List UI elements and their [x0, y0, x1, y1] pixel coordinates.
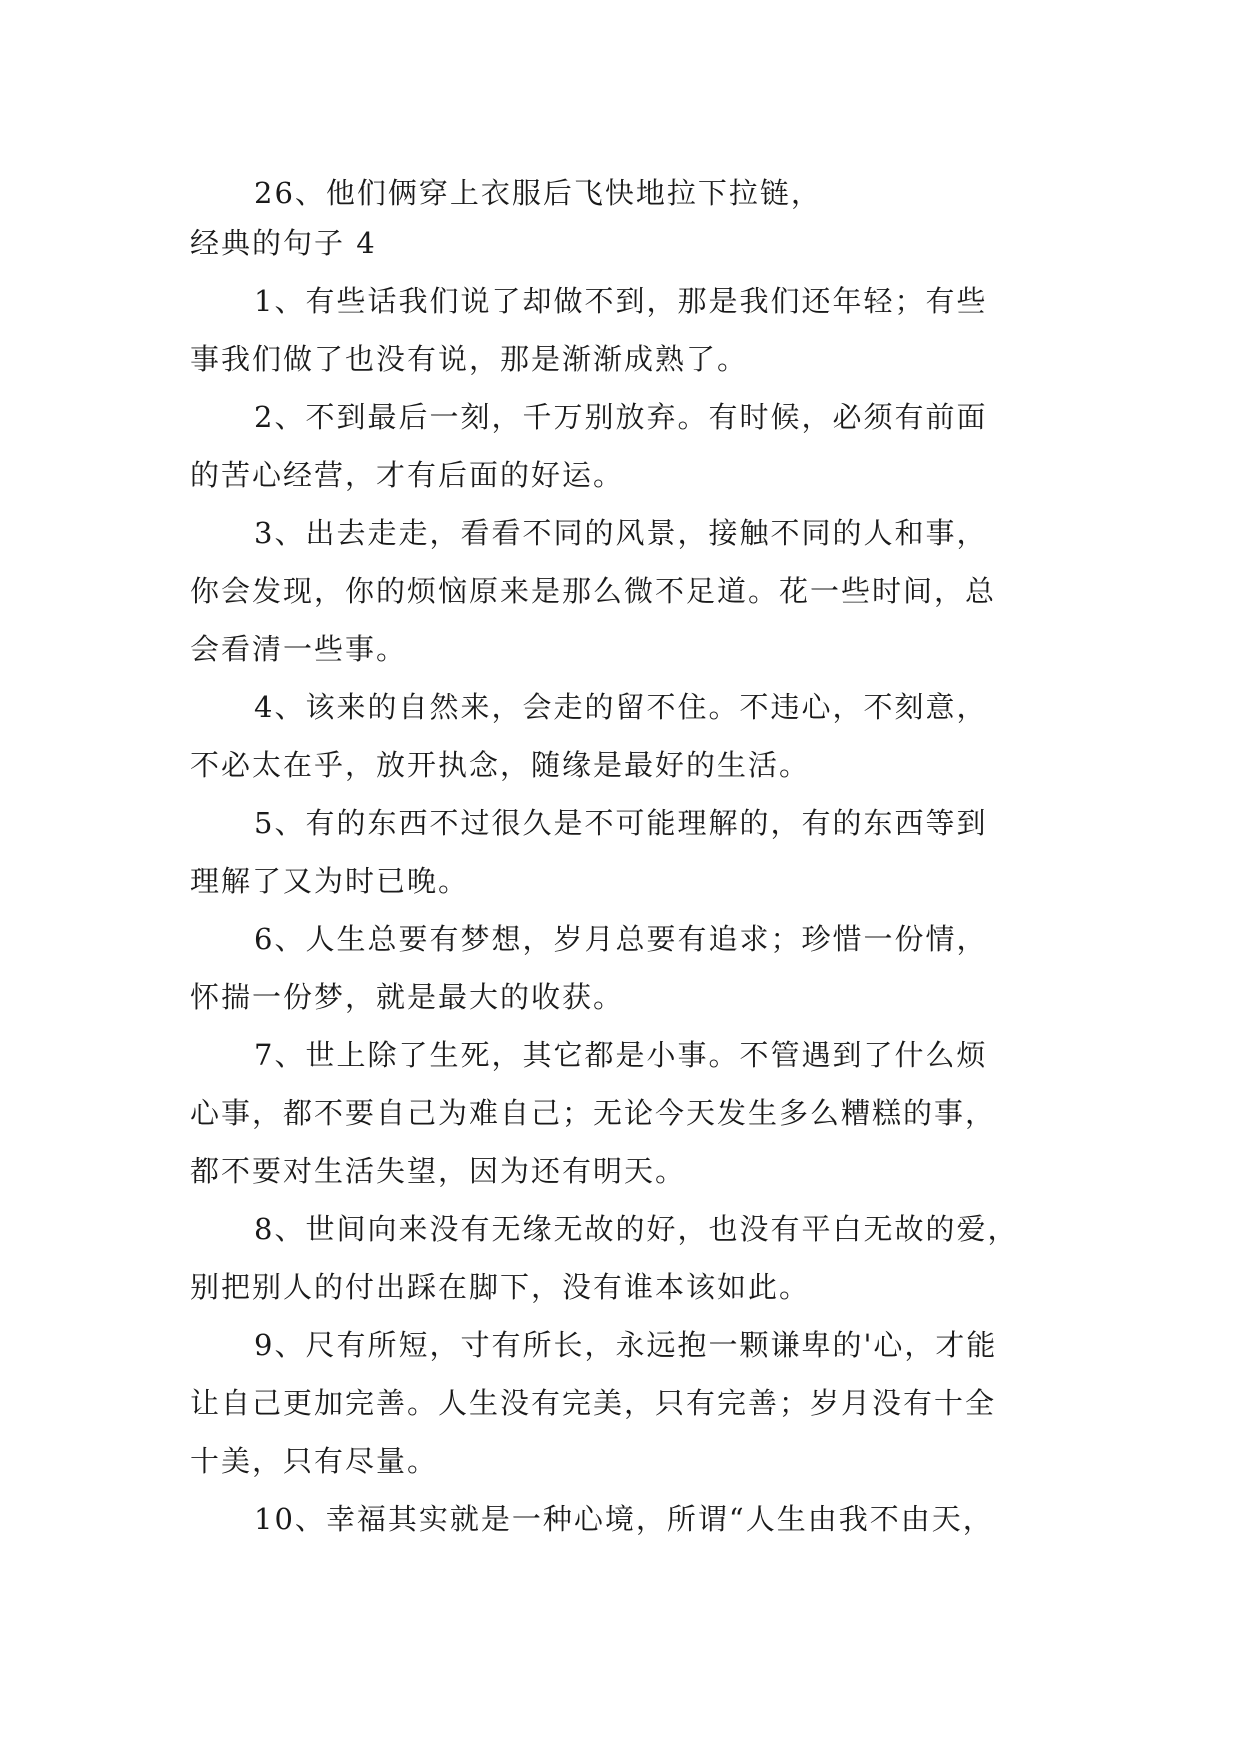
text-line: 事我们做了也没有说，那是渐渐成熟了。 [190, 342, 749, 376]
paragraph-3 [190, 504, 1050, 678]
text-line: 3、出去走走，看看不同的风景，接触不同的人和事， [254, 516, 988, 550]
text-line: 1、有些话我们说了却做不到，那是我们还年轻；有些 [254, 284, 988, 318]
text-line: 10、幸福其实就是一种心境，所谓“人生由我不由天， [254, 1502, 994, 1536]
text-line: 7、世上除了生死，其它都是小事。不管遇到了什么烦 [254, 1038, 988, 1072]
text-line: 让自己更加完善。人生没有完美，只有完善；岁月没有十全 [190, 1386, 997, 1420]
paragraph-6 [190, 910, 1050, 1026]
text-line: 2、不到最后一刻，千万别放弃。有时候，必须有前面 [254, 400, 988, 434]
paragraph-1 [190, 272, 1050, 388]
paragraph-10 [190, 1490, 1050, 1548]
text-line: 6、人生总要有梦想，岁月总要有追求；珍惜一份情， [254, 922, 988, 956]
text-line: 十美，只有尽量。 [190, 1444, 439, 1478]
paragraph-7 [190, 1026, 1050, 1200]
text-line: 5、有的东西不过很久是不可能理解的，有的东西等到 [254, 806, 988, 840]
text-line: 的苦心经营，才有后面的好运。 [190, 458, 625, 492]
paragraph-8 [190, 1200, 1050, 1316]
text-line: 你会发现，你的烦恼原来是那么微不足道。花一些时间，总 [190, 574, 997, 608]
paragraph-4 [190, 678, 1050, 794]
text-line: 9、尺有所短，寸有所长，永远抱一颗谦卑的'心，才能 [254, 1328, 998, 1362]
text-line: 不必太在乎，放开执念，随缘是最好的生活。 [190, 748, 811, 782]
paragraph-9 [190, 1316, 1050, 1490]
text-line: 都不要对生活失望，因为还有明天。 [190, 1154, 687, 1188]
paragraph-2 [190, 388, 1050, 504]
text-line: 心事，都不要自己为难自己；无论今天发生多么糟糕的事， [190, 1096, 997, 1130]
text-line: 8、世间向来没有无缘无故的好，也没有平白无故的爱， [254, 1212, 1019, 1246]
text-line: 会看清一些事。 [190, 632, 408, 666]
text-line: 4、该来的自然来，会走的留不住。不违心，不刻意， [254, 690, 988, 724]
paragraph-5 [190, 794, 1050, 910]
paragraph-26 [190, 164, 1050, 222]
text-line: 26、他们俩穿上衣服后飞快地拉下拉链， [254, 176, 822, 210]
text-line: 怀揣一份梦，就是最大的收获。 [190, 980, 625, 1014]
document-body [190, 164, 1050, 1548]
section-heading: 经典的句子 4 [190, 226, 377, 260]
text-line: 别把别人的付出踩在脚下，没有谁本该如此。 [190, 1270, 811, 1304]
text-line: 理解了又为时已晚。 [190, 864, 470, 898]
